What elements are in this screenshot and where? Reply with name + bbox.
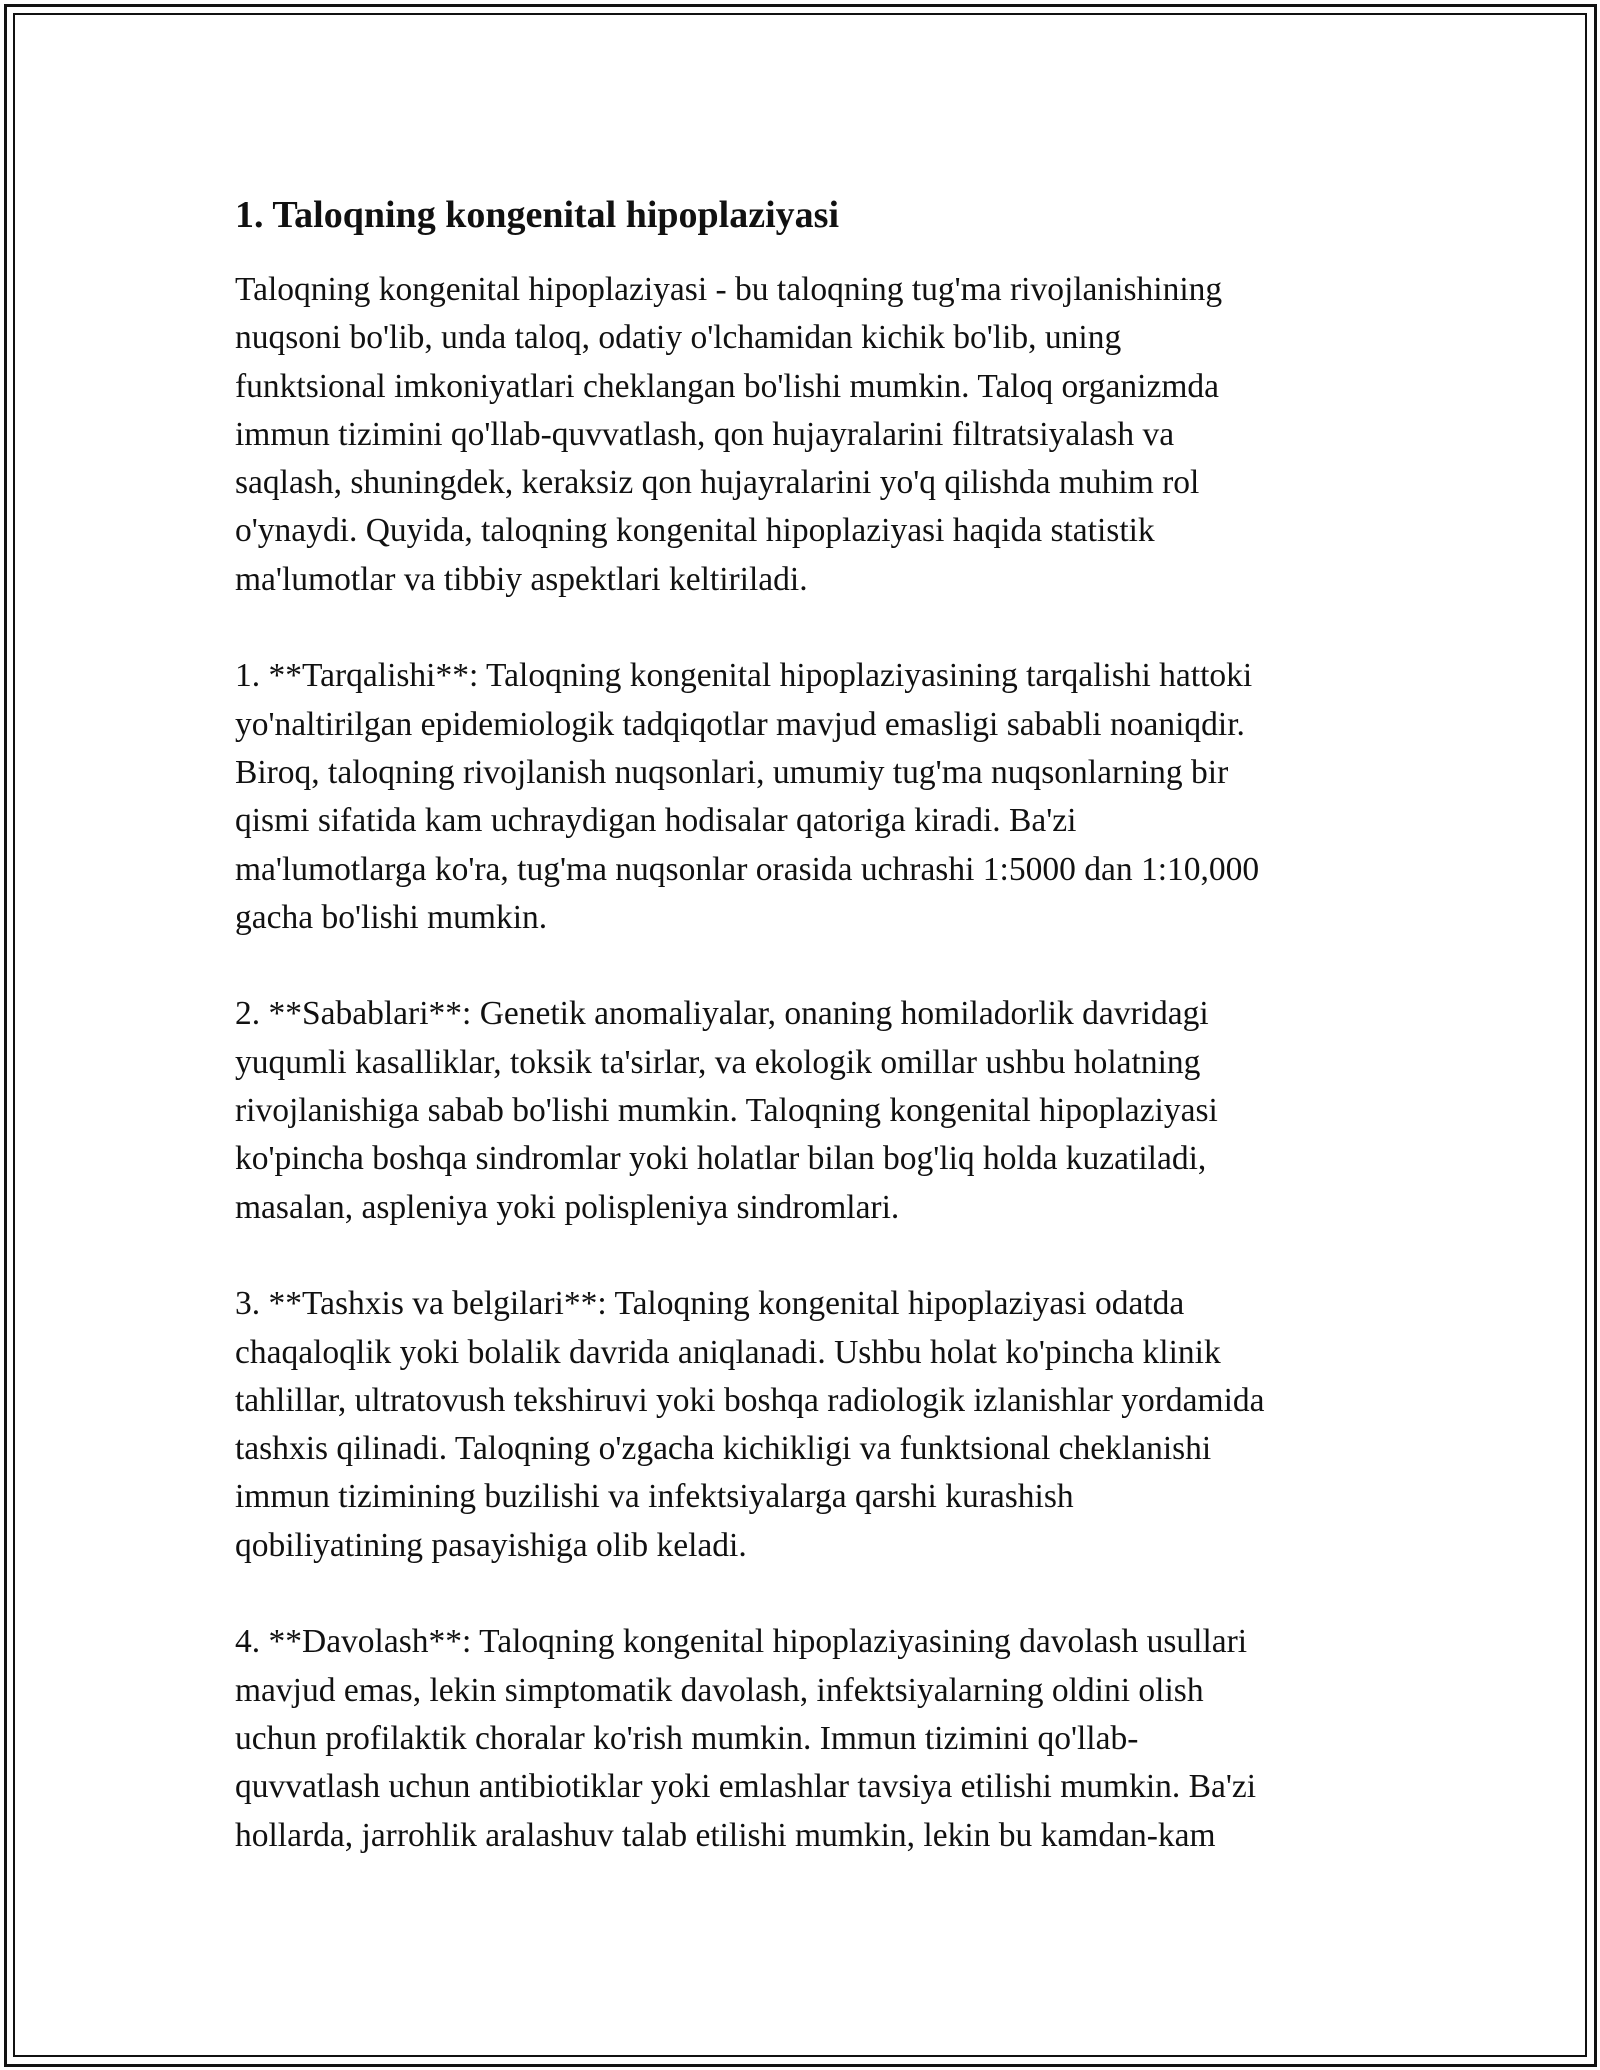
paragraph-sabablari: 2. **Sabablari**: Genetik anomaliyalar, onaning homiladorlik davridagi yuqumli kasalliklar, toksik ta'sirlar, va ekologik omillar ushbu holatning rivojlanishiga sabab bo'lishi mumkin. Taloqning kongenital hipoplaziyasi ko'pincha boshqa sindromlar yoki holatlar bilan bog'liq holda kuzatiladi, masalan, aspleniya yoki polispleniya sindromlari. <box>235 995 1218 1226</box>
document-body <box>235 180 1375 1860</box>
intro-paragraph: Taloqning kongenital hipoplaziyasi - bu taloqning tug'ma rivojlanishining nuqsoni bo'lib, unda taloq, odatiy o'lchamidan kichik bo'lib, uning funktsional imkoniyatlari cheklangan bo'lishi mumkin. Taloq organizmda immun tizimini qo'llab-quvvatlash, qon hujayralarini filtratsiyalash va saqlash, shuningdek, keraksiz qon hujayralarini yo'q qilishda muhim rol o'ynaydi. Quyida, taloqning kongenital hipoplaziyasi haqida statistik ma'lumotlar va tibbiy aspektlari keltiriladi. <box>235 271 1223 598</box>
paragraph-tarqalishi: 1. **Tarqalishi**: Taloqning kongenital hipoplaziyasining tarqalishi hattoki yo'naltirilgan epidemiologik tadqiqotlar mavjud emasligi sababli noaniqdir. Biroq, taloqning rivojlanish nuqsonlari, umumiy tug'ma nuqsonlarning bir qismi sifatida kam uchraydigan hodisalar qatoriga kiradi. Ba'zi ma'lumotlarga ko'ra, tug'ma nuqsonlar orasida uchrashi 1:5000 dan 1:10,000 gacha bo'lishi mumkin. <box>235 657 1260 936</box>
paragraph-davolash: 4. **Davolash**: Taloqning kongenital hipoplaziyasining davolash usullari mavjud emas, lekin simptomatik davolash, infektsiyalarning oldini olish uchun profilaktik choralar ko'rish mumkin. Immun tizimini qo'llab- quvvatlash uchun antibiotiklar yoki emlashlar tavsiya etilishi mumkin. Ba'zi hollarda, jarrohlik aralashuv talab etilishi mumkin, lekin bu kamdan-kam <box>235 1623 1257 1854</box>
paragraph-tashxis: 3. **Tashxis va belgilari**: Taloqning kongenital hipoplaziyasi odatda chaqaloqlik yoki bolalik davrida aniqlanadi. Ushbu holat ko'pincha klinik tahlillar, ultratovush tekshiruvi yoki boshqa radiologik izlanishlar yordamida tashxis qilinadi. Taloqning o'zgacha kichikligi va funktsional cheklanishi immun tizimining buzilishi va infektsiyalarga qarshi kurashish qobiliyatining pasayishiga olib keladi. <box>235 1285 1265 1564</box>
document-heading: 1. Taloqning kongenital hipoplaziyasi <box>235 194 840 236</box>
